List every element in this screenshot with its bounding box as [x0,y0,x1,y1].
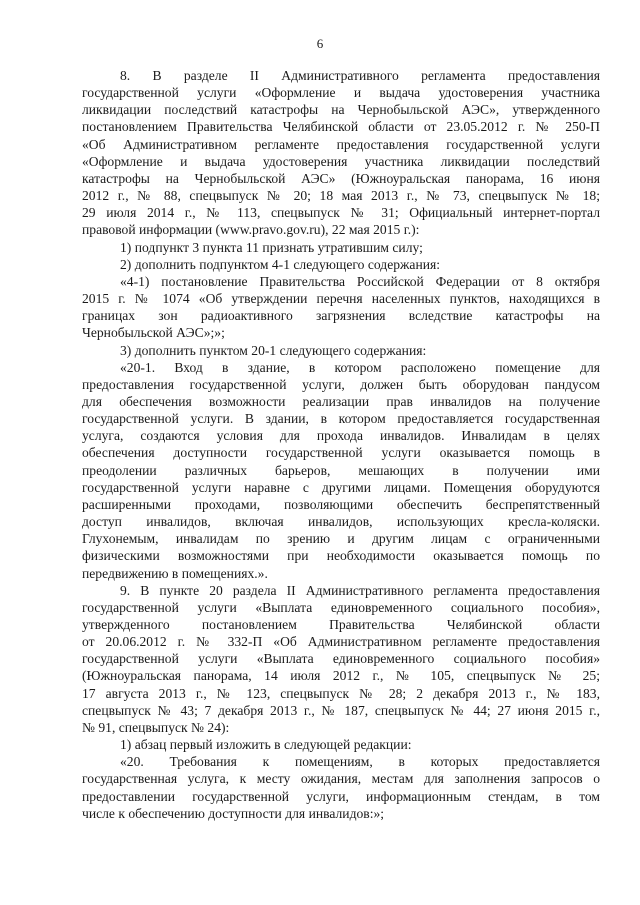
text-line: 1) абзац первый изложить в следующей редакции: [120,737,412,753]
text-line: 2) дополнить подпунктом 4-1 следующего содержания: [120,256,441,272]
text-line: ликвидации последствий катастрофы на Чернобыльской АЭС», утвержденного [82,102,600,118]
text-line: границах зон радиоактивного загрязнения вследствие катастрофы на [82,308,600,324]
text-line: 2015 г. № 1074 «Об утверждении перечня населенных пунктов, находящихся в [82,291,600,307]
text-line: предоставлении государственной услуги, информационным стендам, в том [82,788,600,804]
text-line: обеспечения доступности государственной услуги оказывается помощь в [82,445,600,461]
text-line: от 20.06.2012 г. № 332-П «Об Административном регламенте предоставления [82,634,600,650]
paragraph-p8-3 [82,342,600,359]
text-line: 9. В пункте 20 раздела II Административного регламента предоставления [120,582,600,598]
text-line: 2012 г., № 88, спецвыпуск № 20; 18 мая 2013 г., № 73, спецвыпуск № 18; [82,188,600,204]
text-line: преодолении различных барьеров, мешающих в получении ими [82,462,600,478]
text-line: Глухонемым, инвалидам по зрению и другим лицам с ограниченными [82,531,600,547]
text-line: 8. В разделе II Административного регламента предоставления [120,68,600,83]
paragraph-p9 [82,582,600,736]
text-line: 3) дополнить пунктом 20-1 следующего содержания: [120,342,427,358]
paragraph-p8-3-text [82,359,600,582]
text-line: физическими возможностями при необходимости оказывается помощь по [82,548,600,564]
paragraph-p8-1 [82,239,600,256]
text-line: государственной услуги «Выплата единовременного социального пособия», [82,599,600,615]
text-line: государственной услуги «Выплата единовременного социального пособия» [82,651,600,667]
text-line: «Об Административном регламенте предоставления государственной услуги [82,136,600,152]
paragraph-p8-2-text [82,273,600,342]
text-line: № 91, спецвыпуск № 24): [82,719,230,735]
text-line: 1) подпункт 3 пункта 11 признать утратившим силу; [120,239,423,255]
text-line: государственной услуги. В здании, в котором предоставляется государственная [82,411,600,427]
text-line: спецвыпуск № 43; 7 декабря 2013 г., № 187, спецвыпуск № 44; 27 июня 2015 г., [82,702,600,718]
text-line: «20-1. Вход в здание, в котором расположено помещение для [120,359,600,375]
document-body [82,67,600,822]
text-line: предоставления государственной услуги, должен быть оборудован пандусом [82,376,600,392]
paragraph-p8 [82,67,600,239]
text-line: передвижению в помещениях.». [82,565,268,581]
text-line: числе к обеспечению доступности для инвалидов:»; [82,805,385,821]
text-line: правовой информации (www.pravo.gov.ru), 22 мая 2015 г.): [82,222,420,238]
text-line: услуга, создаются условия для прохода инвалидов. Инвалидам в целях [82,428,600,444]
page-number: 6 [316,36,324,51]
text-line: государственной услуги наравне с другими лицами. Помещения оборудуются [82,479,600,495]
text-line: (Южноуральская панорама, 14 июля 2012 г., № 105, спецвыпуск № 25; [82,668,600,684]
text-line: постановлением Правительства Челябинской области от 23.05.2012 г. № 250-П [82,119,600,135]
paragraph-p9-1-text [82,753,600,822]
text-line: катастрофы на Чернобыльской АЭС» (Южноуральская панорама, 16 июня [82,170,600,186]
text-line: для обеспечения возможности реализации прав инвалидов на получение [82,393,600,409]
text-line: 17 августа 2013 г., № 123, спецвыпуск № 28; 2 декабря 2013 г., № 183, [82,685,600,701]
paragraph-p8-2 [82,256,600,273]
text-line: «4-1) постановление Правительства Российской Федерации от 8 октября [120,273,600,289]
text-line: государственная услуга, к месту ожидания, местам для заполнения запросов о [82,771,600,787]
text-line: доступ инвалидов, включая инвалидов, использующих кресла-коляски. [82,514,600,530]
text-line: «Оформление и выдача удостоверения участника ликвидации последствий [82,153,600,169]
text-line: 29 июля 2014 г., № 113, спецвыпуск № 31; Официальный интернет-портал [82,205,600,221]
text-line: утвержденного постановлением Правительства Челябинской области [82,617,600,632]
text-line: Чернобыльской АЭС»;»; [82,325,225,341]
text-line: расширенными проходами, позволяющими обеспечить беспрепятственный [82,496,600,512]
text-line: «20. Требования к помещениям, в которых предоставляется [120,754,600,770]
paragraph-p9-1 [82,736,600,753]
text-line: государственной услуги «Оформление и выдача удостоверения участника [82,85,600,101]
